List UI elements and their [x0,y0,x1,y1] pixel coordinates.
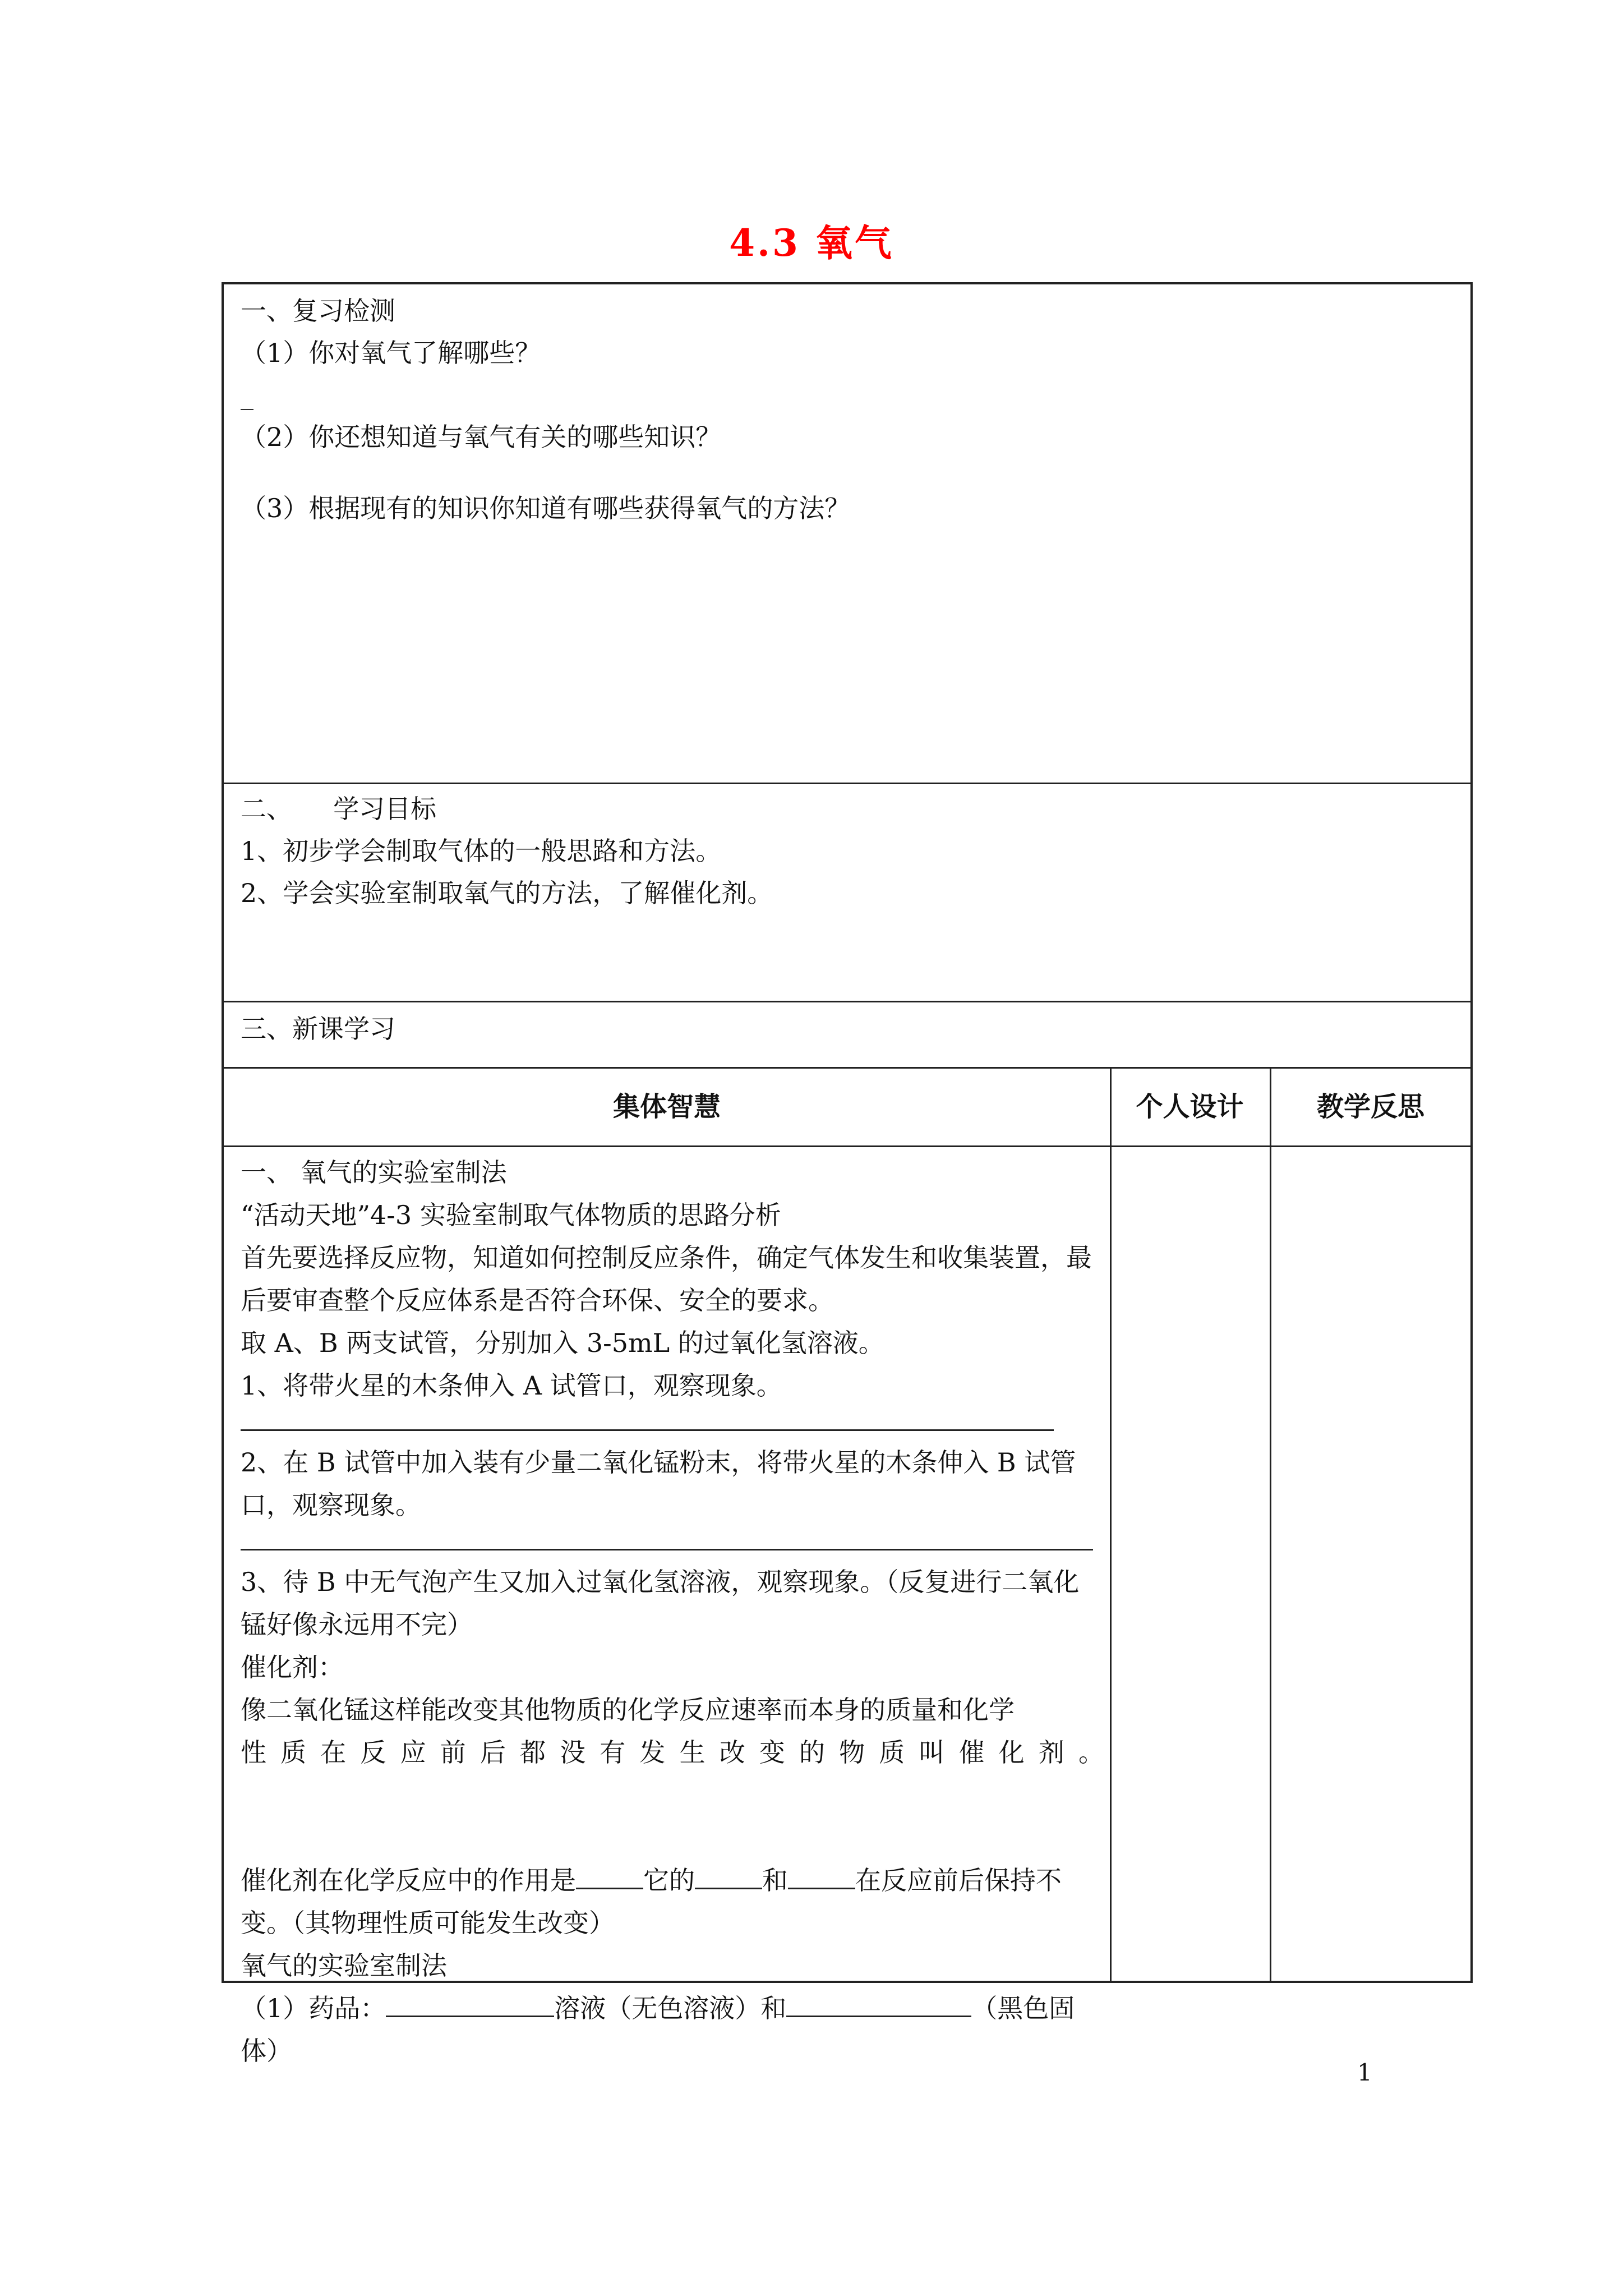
fill-blank-text: 和 [762,1865,788,1895]
row-divider [224,1145,1470,1147]
page-number: 1 [1357,2059,1372,2086]
blank-line [788,1865,855,1889]
fill-blank-text: 在反应前后保持不变。（其物理性质可能发生改变） [241,1865,1062,1938]
new-lesson-section [241,1008,1448,1050]
catalyst-role [241,1859,1104,1944]
column-header-reflection: 教学反思 [1316,1091,1424,1122]
goal-1: 1、初步学会制取气体的一般思路和方法。 [241,836,722,866]
step-3: 3、待 B 中无气泡产生又加入过氧化氢溶液，观察现象。（反复进行二氧化锰好像永远用不完） [241,1567,1080,1640]
catalyst-definition-line-2: 性质在反应前后都没有发生改变的物质叫催化剂。 [241,1737,1104,1768]
review-section [241,290,1448,530]
new-lesson-heading: 三、新课学习 [241,1014,395,1044]
collective-content [241,1151,1104,2072]
column-divider [1270,1067,1271,1981]
blank-line [695,1865,762,1889]
answer-line [241,1407,1054,1431]
row-divider [224,783,1470,784]
answer-line [241,1526,1093,1550]
paragraph: 首先要选择反应物，知道如何控制反应条件，确定气体发生和收集装置，最后要审查整个反应体系是否符合环保、安全的要求。 [241,1243,1092,1315]
column-divider [1110,1067,1112,1981]
page-title: 4.3 氧气 [729,221,894,265]
column-header-collective: 集体智慧 [612,1091,721,1122]
reagents-line [241,1987,1104,2072]
goals-section [241,788,1448,914]
fill-blank-text: （1）药品： [241,1993,386,2023]
review-question-1: （1）你对氧气了解哪些？ [241,338,541,368]
content-heading: 一、 氧气的实验室制法 [241,1157,507,1188]
blank-line [786,1993,971,2017]
review-heading: 一、复习检测 [241,296,395,326]
fill-blank-text: （黑色固体） [241,1993,1075,2066]
review-question-2: （2）你还想知道与氧气有关的哪些知识？ [241,422,722,452]
catalyst-label: 催化剂： [241,1652,344,1682]
goal-2: 2、学会实验室制取氧气的方法，了解催化剂。 [241,878,773,908]
blank-line [386,1993,554,2017]
fill-blank-text: 催化剂在化学反应中的作用是 [241,1865,576,1895]
review-question-3: （3）根据现有的知识你知道有哪些获得氧气的方法？ [241,493,851,523]
step-2: 2、在 B 试管中加入装有少量二氧化锰粉末，将带火星的木条伸入 B 试管口，观察现象。 [241,1447,1076,1520]
activity-title: “活动天地”4-3 实验室制取气体物质的思路分析 [241,1200,781,1230]
catalyst-definition-line-1: 像二氧化锰这样能改变其他物质的化学反应速率而本身的质量和化学 [241,1695,1015,1725]
row-divider [224,1001,1470,1002]
subheading: 氧气的实验室制法 [241,1950,447,1981]
step-1: 1、将带火星的木条伸入 A 试管口，观察现象。 [241,1370,782,1401]
fill-blank-text: 它的 [643,1865,695,1895]
answer-line: _ [241,380,253,410]
blank-line [576,1865,643,1889]
lesson-table [222,282,1473,2066]
column-header-personal: 个人设计 [1136,1091,1244,1122]
goals-heading: 二、 学习目标 [241,794,437,824]
paragraph: 取 A、B 两支试管，分别加入 3-5mL 的过氧化氢溶液。 [241,1328,884,1358]
fill-blank-text: 溶液（无色溶液）和 [554,1993,787,2023]
